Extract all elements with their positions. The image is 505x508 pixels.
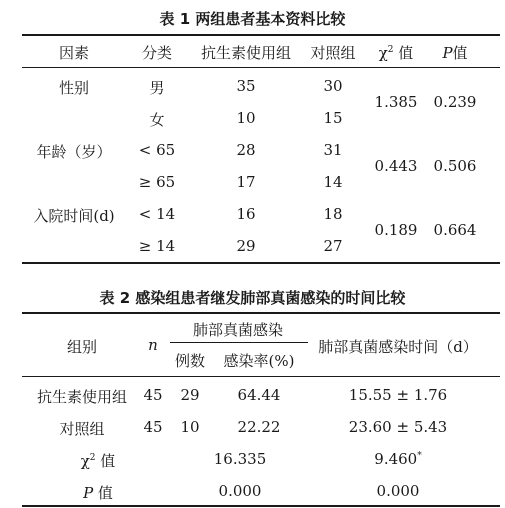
table1-stay-lt-abx: 16: [236, 205, 256, 223]
table1-stay-lt: < 14: [138, 205, 176, 223]
table1-age-p: 0.506: [433, 157, 477, 175]
table1-male: 男: [149, 79, 165, 97]
table2-header-infection: 肺部真菌感染: [192, 321, 284, 339]
table1-female: 女: [149, 111, 165, 129]
table1-age-lt: < 65: [138, 141, 176, 159]
table1-header-factor: 因素: [58, 44, 90, 62]
table2-p-time: 0.000: [376, 482, 420, 500]
table2-chi-label: $\chi^2$ 值: [80, 452, 116, 470]
table2-title: 表 2 感染组患者继发肺部真菌感染的时间比较: [99, 289, 406, 307]
table1-male-ctrl: 30: [323, 77, 343, 95]
table1-bottom-rule: [22, 262, 500, 264]
table1-stay-ge-abx: 29: [236, 237, 256, 255]
table1-top-rule: [22, 34, 500, 36]
table2-header-n: n: [148, 336, 158, 354]
table2-p-rate: 0.000: [218, 482, 262, 500]
table1-stay-chi: 0.189: [374, 221, 418, 239]
table2-header-group: 组别: [66, 338, 98, 356]
table1-header-p: P值: [442, 44, 468, 62]
table1-age-ge-ctrl: 14: [323, 173, 343, 191]
table1-gender-p: 0.239: [433, 93, 477, 111]
table2-ctrl-time: 23.60 ± 5.43: [348, 418, 448, 436]
table2-header-time: 肺部真菌感染时间（d）: [318, 338, 478, 356]
table1-age-ge: ≥ 65: [138, 173, 176, 191]
table2-abx-n: 45: [143, 386, 163, 404]
table2-p-label: P 值: [83, 484, 113, 502]
table1-header-antibiotic: 抗生素使用组: [200, 44, 292, 62]
table1-age-label: 年龄（岁）: [36, 143, 112, 161]
table2-top-rule: [22, 312, 500, 314]
table1-stay-ge-ctrl: 27: [323, 237, 343, 255]
table1-age-ge-abx: 17: [236, 173, 256, 191]
table2-abx-time: 15.55 ± 1.76: [348, 386, 448, 404]
table2-header-rate: 感染率(%): [223, 352, 295, 370]
table1-header-chi: $\chi^2$ 值: [378, 44, 414, 62]
table2-bottom-rule: [22, 505, 500, 507]
table1-female-ctrl: 15: [323, 109, 343, 127]
table2-ctrl-n: 45: [143, 418, 163, 436]
table2-abx-label: 抗生素使用组: [36, 388, 128, 406]
table1-male-abx: 35: [236, 77, 256, 95]
table1-gender-chi: 1.385: [374, 93, 418, 111]
table2-ctrl-label: 对照组: [59, 420, 105, 438]
table2-chi-rate: 16.335: [213, 450, 267, 468]
table2-ctrl-rate: 22.22: [237, 418, 281, 436]
table2-header-rule: [22, 376, 500, 377]
table1-title: 表 1 两组患者基本资料比较: [159, 10, 346, 28]
table1-age-lt-ctrl: 31: [323, 141, 343, 159]
table1-age-chi: 0.443: [374, 157, 418, 175]
table2-ctrl-cases: 10: [180, 418, 200, 436]
table1-female-abx: 10: [236, 109, 256, 127]
table2-header-cases: 例数: [174, 352, 206, 370]
table1-header-category: 分类: [141, 44, 173, 62]
table2-chi-time: 9.460*: [374, 450, 422, 468]
table1-stay-p: 0.664: [433, 221, 477, 239]
table1-header-control: 对照组: [310, 44, 356, 62]
table1-stay-ge: ≥ 14: [138, 237, 176, 255]
table2-abx-rate: 64.44: [237, 386, 281, 404]
table1-age-lt-abx: 28: [236, 141, 256, 159]
table1-gender-label: 性别: [58, 79, 90, 97]
table1-stay-lt-ctrl: 18: [323, 205, 343, 223]
table2-abx-cases: 29: [180, 386, 200, 404]
table1-header-rule: [22, 67, 500, 68]
table1-stay-label: 入院时间(d): [33, 207, 115, 225]
table2-subheader-rule: [170, 342, 308, 343]
